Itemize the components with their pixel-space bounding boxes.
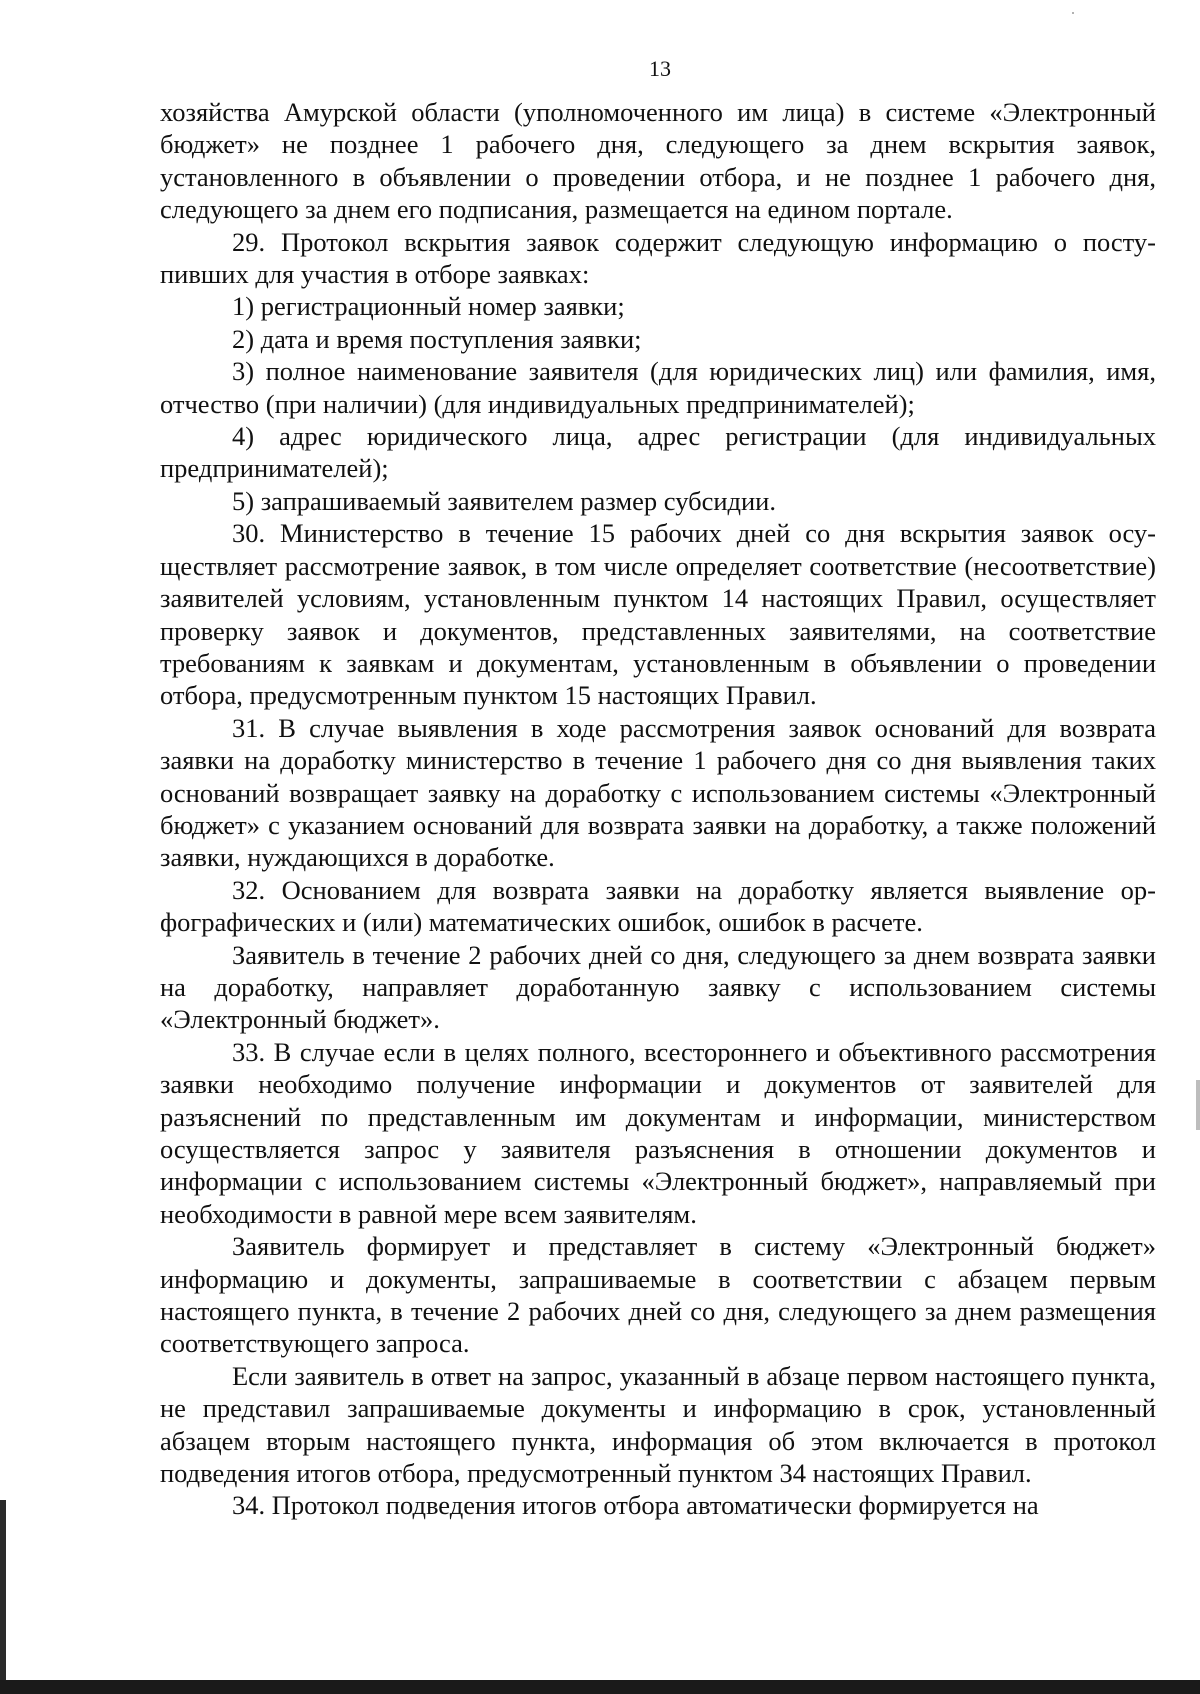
scan-edge-bottom	[0, 1680, 1200, 1694]
paragraph-31: 31. В случае выявления в ходе рассмотрения заявок оснований для возврата заявки на доработку министерство в течение 1 рабочего дня со дня выявления таких оснований возвращает заявку на доработку с использованием системы «Электронный бюджет» с указанием оснований для возврата заявки на доработку, а также положений заявки, нуждающихся в доработке.	[160, 712, 1156, 873]
paragraph-32: 32. Основанием для возврата заявки на доработку является выявление орфографических и (или) математических ошибок, ошибок в расчете.	[160, 874, 1156, 938]
paragraph-continuation: хозяйства Амурской области (уполномоченного им лица) в системе «Электронный бюджет» не позднее 1 рабочего дня, следующего за днем вскрытия заявок, установленного в объявлении о проведении отбора, и не позднее 1 рабочего дня, следующего за днем его подписания, размещается на едином портале.	[160, 97, 1156, 225]
list-item-3: 3) полное наименование заявителя (для юридических лиц) или фамилия, имя, отчество (при наличии) (для индивидуальных предпринимателей);	[160, 356, 1156, 419]
list-item-5: 5) запрашиваемый заявителем размер субсидии.	[232, 485, 776, 516]
paragraph-32-applicant: Заявитель в течение 2 рабочих дней со дня, следующего за днем возврата заявки на доработку, направляет доработанную заявку с использованием системы «Электронный бюджет».	[160, 939, 1156, 1035]
list-item-2: 2) дата и время поступления заявки;	[232, 323, 642, 354]
paragraph-33-applicant: Заявитель формирует и представляет в систему «Электронный бюджет» информацию и документы, запрашиваемые в соответствии с абзацем первым настоящего пункта, в течение 2 рабочих дней со дня, следующего за днем размещения соответствующего запроса.	[160, 1231, 1156, 1359]
paragraph-29: 29. Протокол вскрытия заявок содержит следующую информацию о поступивших для участия в отборе заявках:	[160, 226, 1156, 290]
paragraph-30: 30. Министерство в течение 15 рабочих дней со дня вскрытия заявок осуществляет рассмотрение заявок, в том числе определяет соответствие (несоответствие) заявителей условиям, установленным пунктом 14 настоящих Правил, осуществляет проверку заявок и документов, представленных заявителями, на соответствие требованиям к заявкам и документам, установленным в объявлении о проведении отбора, предусмотренным пунктом 15 настоящих Правил.	[160, 518, 1156, 711]
paragraph-33-failure: Если заявитель в ответ на запрос, указанный в абзаце первом настоящего пункта, не представил запрашиваемые документы и информацию в срок, установленный абзацем вторым настоящего пункта, информация об этом включается в протокол подведения итогов отбора, предусмотренный пунктом 34 настоящих Правил.	[160, 1360, 1156, 1489]
paragraph-33: 33. В случае если в целях полного, всестороннего и объективного рассмотрения заявки необходимо получение информации и документов от заявителей для разъяснений по представленным им документам и информации, министерством осуществляется запрос у заявителя разъяснения в отношении документов и информации с использованием системы «Электронный бюджет», направляемый при необходимости в равной мере всем заявителям.	[160, 1036, 1156, 1229]
scan-speck	[1072, 12, 1074, 14]
list-item-4: 4) адрес юридического лица, адрес регистрации (для индивидуальных предпринимателей);	[160, 421, 1156, 484]
paragraph-34: 34. Протокол подведения итогов отбора автоматически формируется на	[232, 1490, 1039, 1521]
page-number: 13	[649, 56, 671, 81]
list-item-1: 1) регистрационный номер заявки;	[232, 291, 625, 322]
document-body	[160, 96, 1156, 1522]
scan-edge-right	[1196, 1080, 1200, 1130]
scan-edge-left	[0, 1500, 6, 1694]
